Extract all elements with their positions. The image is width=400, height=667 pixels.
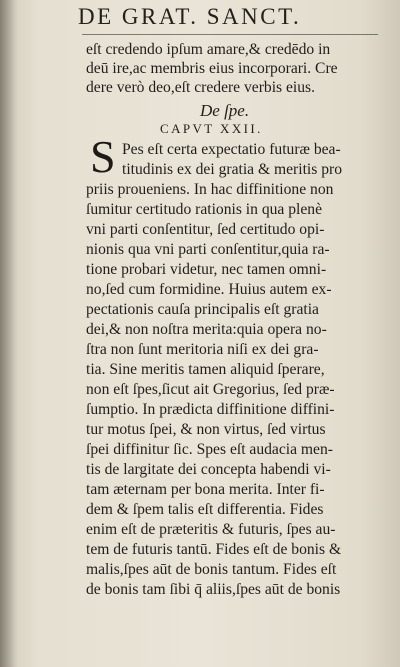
body-line: ſumitur certitudo rationis in qua plenè	[86, 201, 323, 218]
body-line: malis,ſpes aūt de bonis tantum. Fides eſt	[86, 561, 337, 578]
section-subtitle: De ſpe.	[200, 101, 250, 120]
intro-line: dere verò deo,eſt credere verbis eius.	[86, 79, 316, 96]
body-line: dem & ſpem talis eſt differentia. Fides	[86, 501, 324, 518]
gutter-shadow	[0, 0, 18, 667]
intro-line: deū ire,ac membris eius incorporari. Cre	[86, 60, 338, 77]
body-line: nionis qua vni parti conſentitur,quia ra-	[86, 241, 330, 258]
chapter-heading: CAPVT XXII.	[160, 121, 263, 136]
body-line: Pes eſt certa expectatio futuræ bea-	[122, 141, 341, 158]
body-line: tem de futuris tantū. Fides eſt de bonis &	[86, 541, 342, 558]
body-line: non eſt ſpes,ſicut ait Gregorius, ſed præ-	[86, 381, 335, 398]
body-line: enim eſt de præteritis & futuris, ſpes au-	[86, 521, 336, 538]
body-line: tam æternam per bona merita. Inter fi-	[86, 481, 325, 498]
body-line: ſumptio. In prædicta diffinitione diffini-	[86, 401, 335, 418]
body-line: dei,& non noſtra merita:quia opera no-	[86, 321, 327, 338]
header-rule	[82, 34, 378, 35]
body-line: no,ſed cum formidine. Huius autem ex-	[86, 281, 332, 298]
body-line: de bonis tam ſibi q̄ aliis,ſpes aūt de bonis	[86, 581, 341, 598]
body-line: ſtra non ſunt meritoria niſi ex dei gra-	[86, 341, 319, 358]
body-line: ſpei diffinitur ſic. Spes eſt audacia men-	[86, 441, 333, 458]
body-line: tione probari videtur, nec tamen omni-	[86, 261, 327, 278]
body-line: tia. Sine meritis tamen aliquid ſperare,	[86, 361, 325, 378]
running-title: DE GRAT. SANCT.	[78, 4, 302, 29]
drop-cap: S	[90, 131, 116, 182]
body-line: priis proueniens. In hac diffinitione non	[86, 181, 334, 198]
body-line: titudinis ex dei gratia & meritis pro	[122, 161, 343, 178]
body-line: vni parti conſentitur, ſed certitudo opi-	[86, 221, 325, 238]
body-line: pectationis cauſa principalis eſt gratia	[86, 301, 319, 318]
body-line: tis de largitate dei concepta habendi vi-	[86, 461, 331, 478]
intro-line: eſt credendo ipſum amare,& credēdo in	[86, 41, 331, 58]
body-line: tur motus ſpei, & non virtus, ſed virtus	[86, 421, 326, 438]
